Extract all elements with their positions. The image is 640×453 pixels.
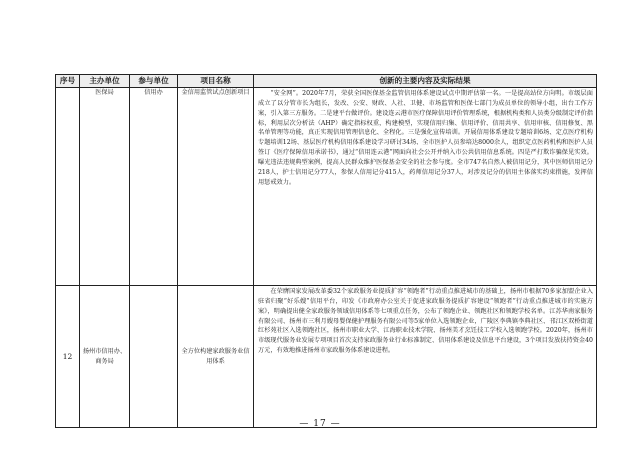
- header-seq: 序号: [56, 75, 80, 88]
- row-participant-unit: 信用办: [130, 88, 178, 286]
- row-results: 在荣膺国家发展改革委32个家政服务业提质扩容“领跑者”行动重点推进城市的基础上，扬州市根据70多家加盟企业入驻省归聚“好乐嫂”信用平台，印发《市政府办公室关于促进家政服务提质扩容建设“领跑者”行动重点推进城市的实施方案》，明确提出健全家政服务领域信用体系等七项重点任务，公布了领跑企业、领跑社区和领跑学校名单。江苏华南家服务有限公司、扬州市三利月嫂母婴保健护理服务有限公司等5家单位入选领跑企业，广陵区李典镇李典社区、邗江区双桥街道红杉苑社区入选领跑社区，扬州市职业大学、江海职业技术学院、扬州美才烹饪技工学校入选领跑学校。2020年，扬州市市级现代服务业发展专项项目首次支持家政服务业行业标准制定、信用体系建设及信息平台建设，3个项目发放扶持资金40万元，有效地推进扬州市家政服务体系建设进程。: [258, 288, 593, 355]
- row-results-cell: [254, 88, 597, 286]
- row-project-name: 金信用监管试点创新项目: [178, 88, 254, 286]
- table-row: [56, 286, 597, 428]
- table-row: [56, 88, 597, 286]
- header-results: 创新的主要内容及实际结果: [254, 75, 597, 88]
- row-participant-unit: [130, 286, 178, 428]
- row-project-name: 全方位构建家政服务业信用体系: [178, 286, 254, 428]
- project-table: [55, 74, 597, 428]
- table-header-row: [56, 75, 597, 88]
- row-seq: 12: [56, 286, 80, 428]
- page-number: — 17 —: [299, 419, 341, 429]
- row-lead-unit: 扬州市信用办、商务局: [80, 286, 130, 428]
- header-participant-unit: 参与单位: [130, 75, 178, 88]
- row-lead-unit: 医保局: [80, 88, 130, 286]
- row-results: “安全网”。2020年7月，荣获全国医保基金监管信用体系建设试点中期评估第一名。一是提高站位方向明。市级层面成立了以分管市长为组长，发改、公安、财政、人社、卫健、市场监管和医保七部门为成员单位的领导小组，出台工作方案，引入第三方服务。二是建平台做评价。建设连云港市医疗保障信用评价管理系统，根据机构类和人员类分级制定评价指标，利用层次分析法（AHP）确定指标权重，构建模型，实现信用归集、信用评价、信用共享、信用审核、信用修复、黑名单管理等功能，真正实现信用管理信息化、全程化。三是强化宣传培训。开展信用体系建设专题培训6场、定点医疗机构专题培训12场、基层医疗机构信用体系建设学习研讨34场、全市医护人员参培达8000余人，组织定点医药机构和医护人员签订《医疗保障信用承诺书》，通过“信用连云港”网面向社会公开并纳入市公共信用信息系统。四是严打欺诈骗保见实效。曝光违法违规典型案例，提高人民群众维护医保基金安全的社会参与度。全市747名自然人被信用记分，其中医师信用记分218人，护士信用记分77人，参保人信用记分415人，药师信用记分37人，对涉及记分的信用主体落实约束措施，发挥信用惩戒效力。: [258, 90, 593, 186]
- header-project-name: 项目名称: [178, 75, 254, 88]
- row-seq: [56, 88, 80, 286]
- row-results-cell: [254, 286, 597, 428]
- header-lead-unit: 主办单位: [80, 75, 130, 88]
